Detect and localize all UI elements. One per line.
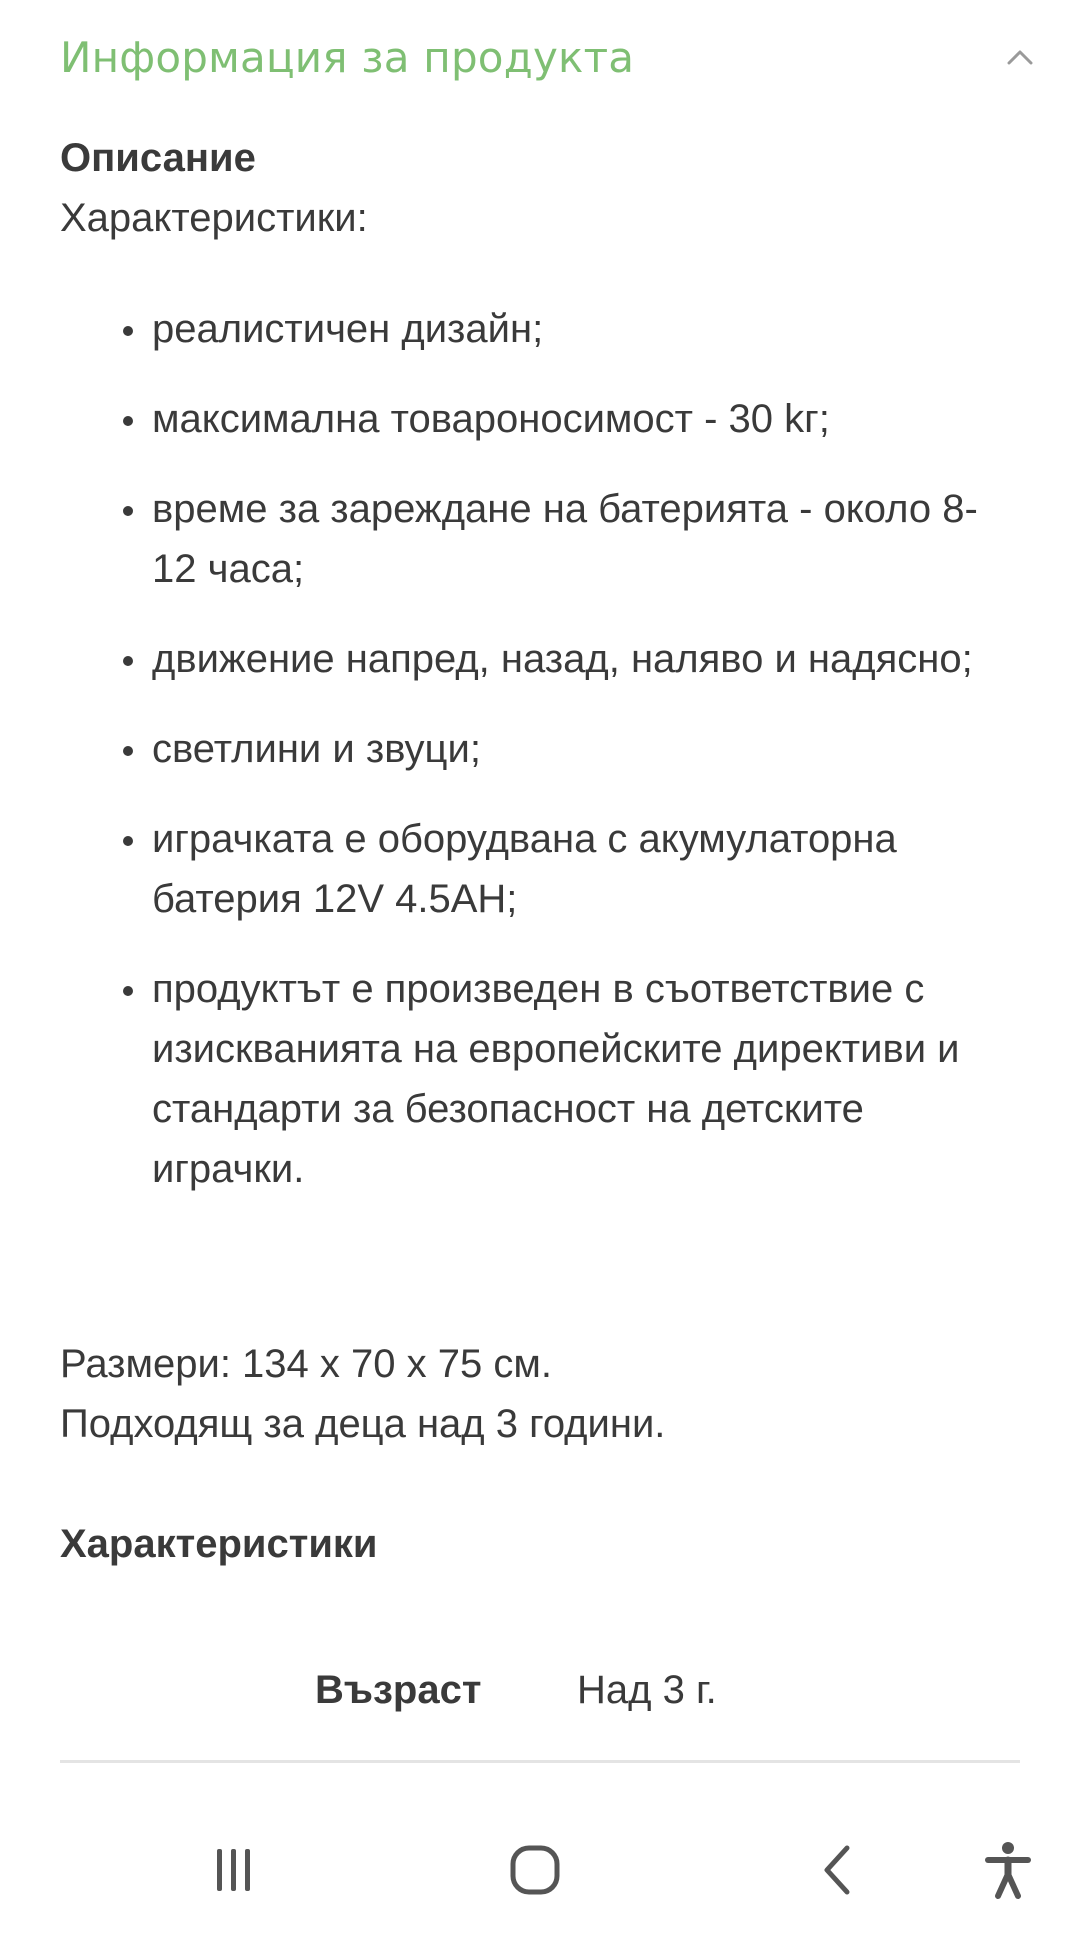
- characteristics-heading: Характеристики: [60, 1522, 378, 1566]
- list-item: движение напред, назад, наляво и надясно;: [152, 629, 1022, 689]
- list-item: светлини и звуци;: [152, 719, 1022, 779]
- recent-apps-icon: [208, 1845, 258, 1895]
- home-button[interactable]: [495, 1830, 575, 1910]
- back-icon: [817, 1844, 857, 1896]
- description-block: [60, 128, 1020, 1191]
- dimensions-text: Размери: 134 х 70 х 75 см.: [60, 1342, 552, 1386]
- back-button[interactable]: [797, 1830, 877, 1910]
- spec-value-age: Над 3 г.: [577, 1668, 717, 1712]
- features-list: [152, 299, 1022, 1229]
- list-item: максимална товароносимост - 30 kг;: [152, 389, 1022, 449]
- spec-label-age: Възраст: [315, 1668, 482, 1712]
- table-row: [60, 1660, 1020, 1763]
- dimensions-block: [60, 1334, 1020, 1454]
- list-item: продуктът е произведен в съответствие с изискванията на европейските директиви и стандарти за безопасност на детските играчки.: [152, 959, 1022, 1199]
- home-icon: [509, 1844, 561, 1896]
- chevron-up-icon[interactable]: [1000, 37, 1040, 77]
- list-item: играчката е оборудвана с акумулаторна батерия 12V 4.5AH;: [152, 809, 1022, 929]
- accessibility-button[interactable]: [968, 1830, 1048, 1910]
- accessibility-icon: [983, 1840, 1033, 1900]
- recent-apps-button[interactable]: [193, 1830, 273, 1910]
- features-label: Характеристики:: [60, 196, 368, 240]
- system-navigation-bar: [0, 1800, 1080, 1940]
- section-title: Информация за продукта: [60, 32, 635, 82]
- list-item: време за зареждане на батерията - около 8-12 часа;: [152, 479, 1022, 599]
- product-info-section-header[interactable]: [60, 22, 1040, 92]
- age-note: Подходящ за деца над 3 години.: [60, 1402, 666, 1446]
- description-heading: Описание: [60, 136, 256, 180]
- list-item: реалистичен дизайн;: [152, 299, 1022, 359]
